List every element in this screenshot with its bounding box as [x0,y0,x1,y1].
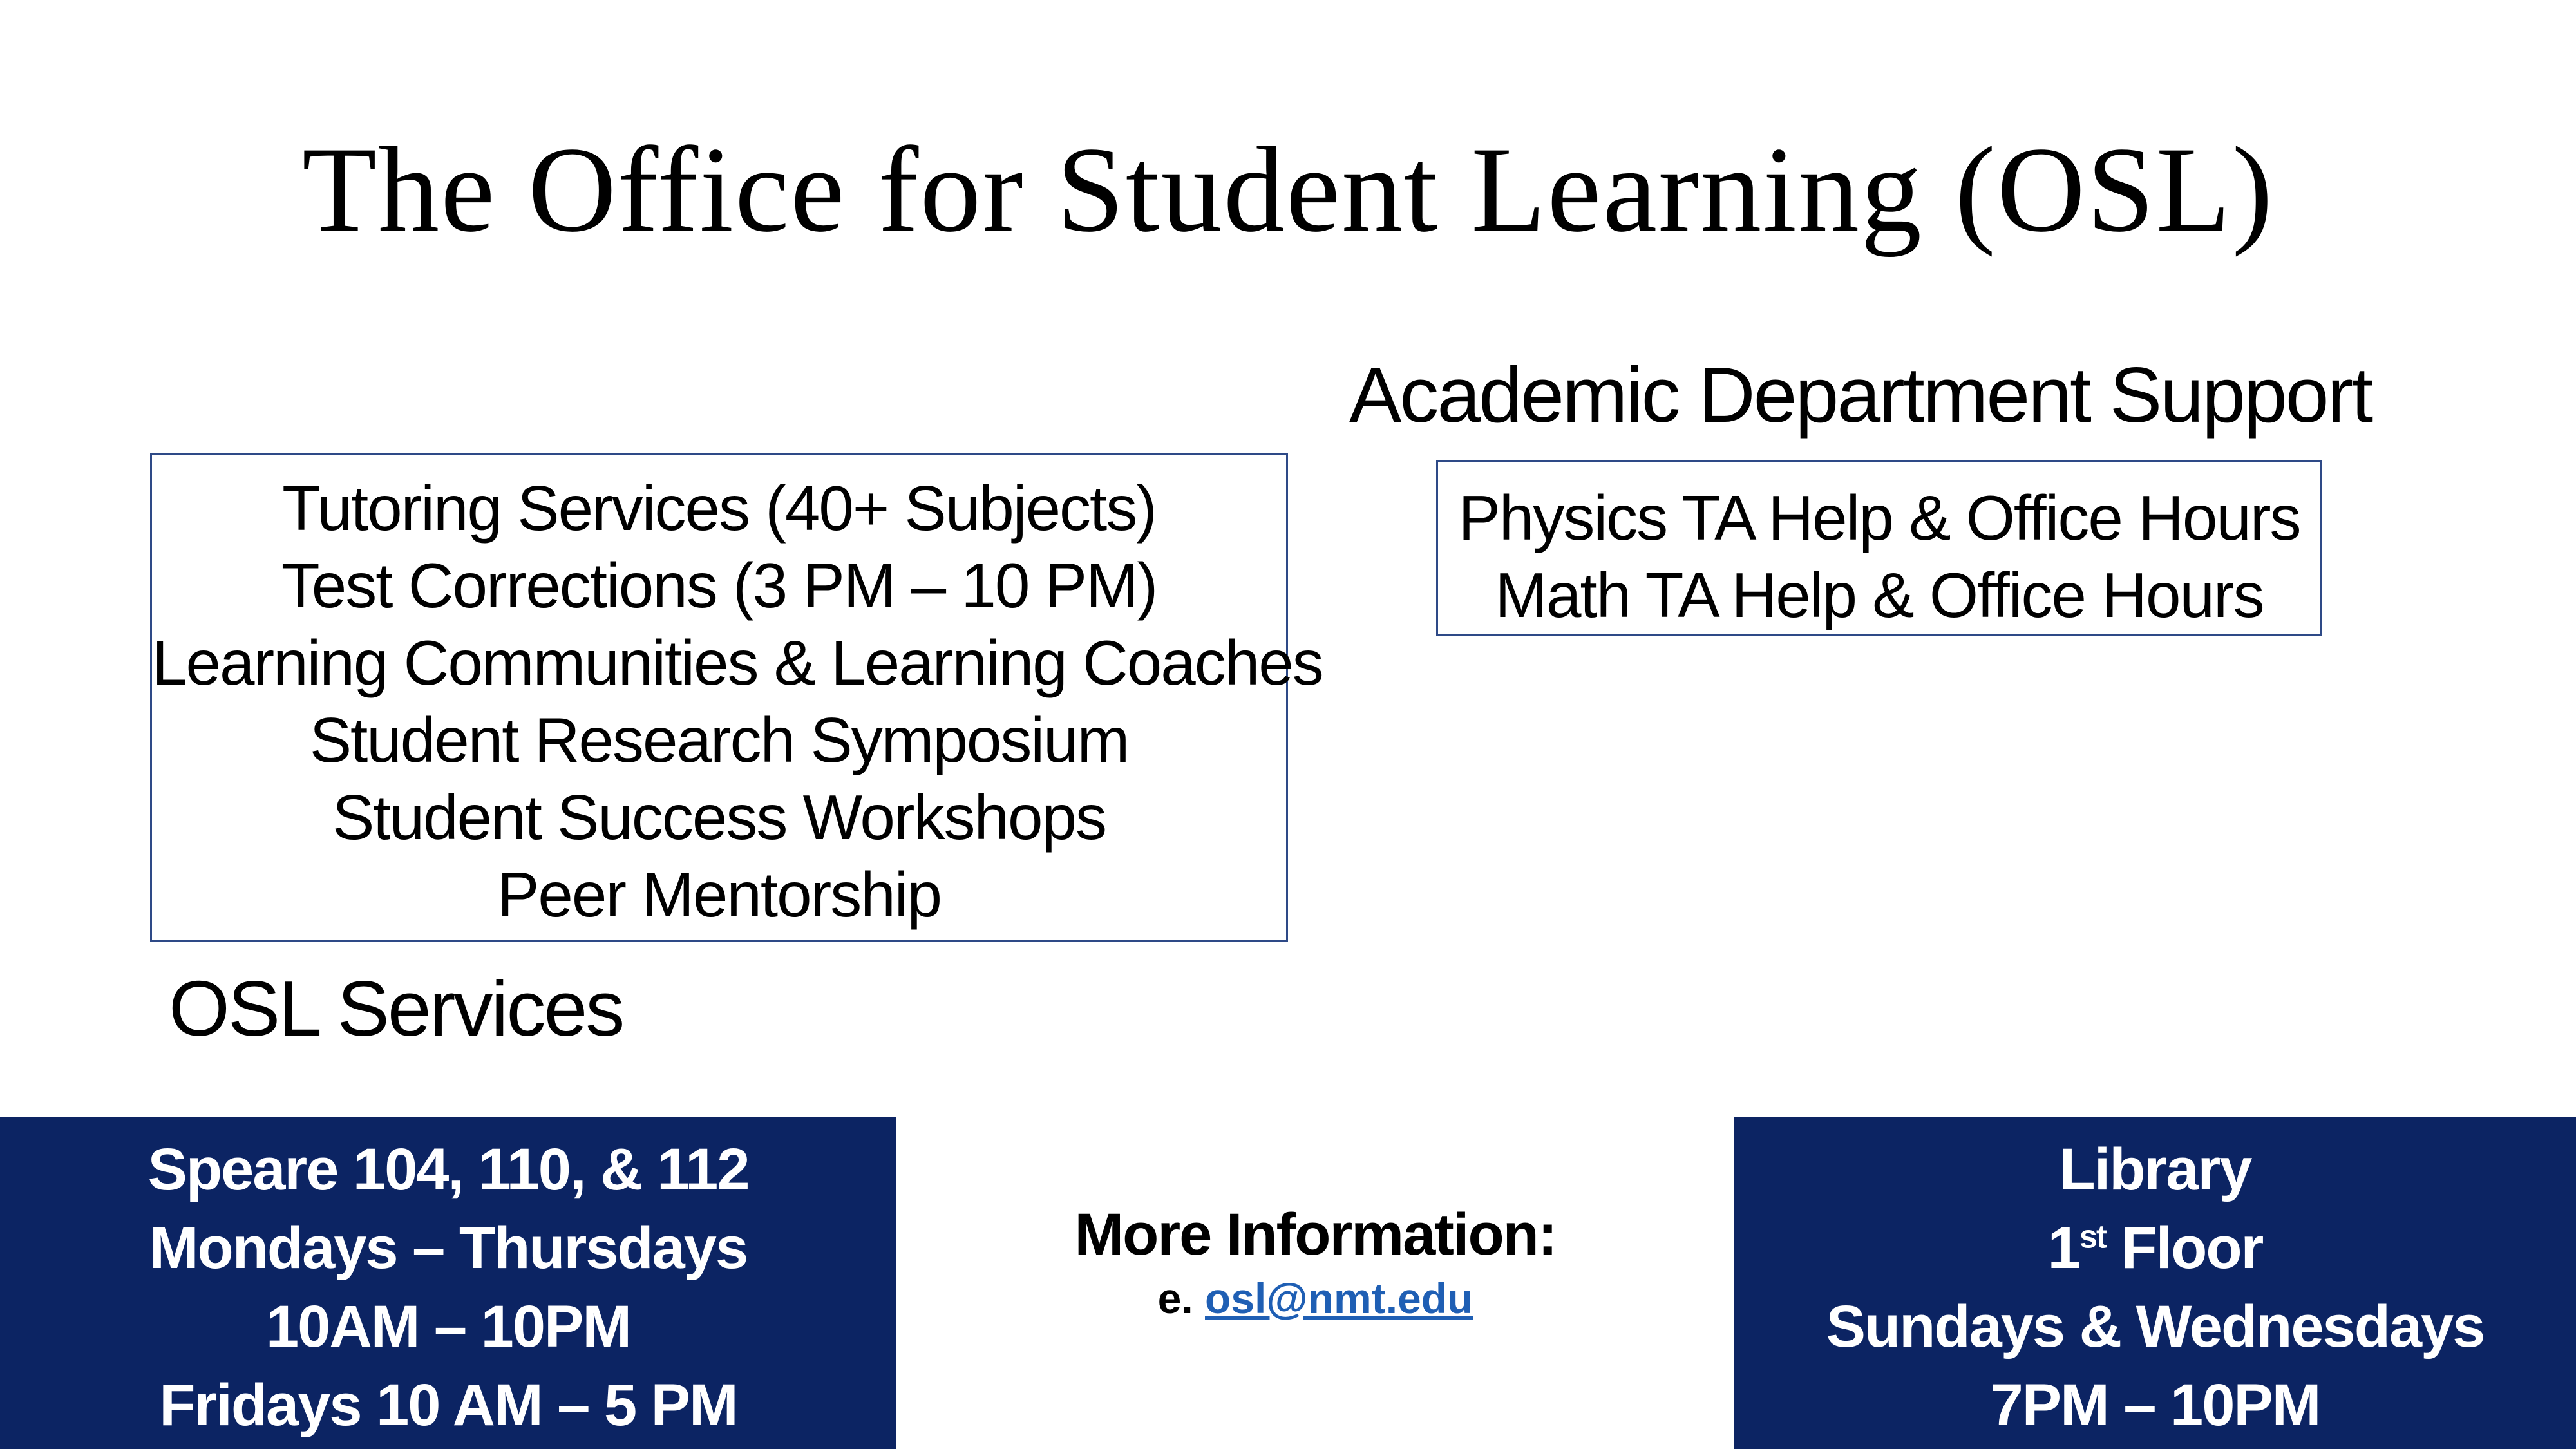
service-item: Test Corrections (3 PM – 10 PM) [281,550,1157,621]
email-prefix: e. [1157,1274,1193,1322]
academic-support-box [1436,460,2322,636]
email-link[interactable]: osl@nmt.edu [1205,1274,1473,1322]
speare-hours-panel [0,1117,896,1449]
speare-days: Mondays – Thursdays [149,1215,748,1281]
support-item: Math TA Help & Office Hours [1495,560,2264,630]
floor-word: Floor [2121,1215,2263,1281]
floor-number: 1 [2047,1215,2079,1281]
library-hours-panel [1734,1117,2576,1449]
more-info-heading: More Information: [1074,1202,1557,1267]
page-title: The Office for Student Learning (OSL) [301,122,2275,258]
library-time: 7PM – 10PM [1990,1372,2320,1438]
speare-time: 10AM – 10PM [265,1294,631,1359]
floor-suffix: st [2079,1218,2106,1255]
speare-location: Speare 104, 110, & 112 [147,1137,749,1202]
osl-services-box [150,453,1323,942]
library-floor [1734,1209,2576,1287]
service-item: Learning Communities & Learning Coaches [152,627,1323,698]
service-item: Student Success Workshops [332,782,1106,853]
more-information [896,1199,1734,1325]
library-location: Library [2059,1137,2251,1202]
email-line [896,1271,1734,1325]
service-item: Student Research Symposium [309,705,1129,775]
speare-friday-hours: Fridays 10 AM – 5 PM [159,1372,737,1438]
library-days: Sundays & Wednesdays [1826,1294,2485,1359]
service-item: Tutoring Services (40+ Subjects) [282,473,1156,544]
support-item: Physics TA Help & Office Hours [1458,482,2300,553]
service-item: Peer Mentorship [497,859,942,930]
academic-support-heading: Academic Department Support [1349,351,2372,439]
osl-services-heading: OSL Services [169,965,623,1052]
